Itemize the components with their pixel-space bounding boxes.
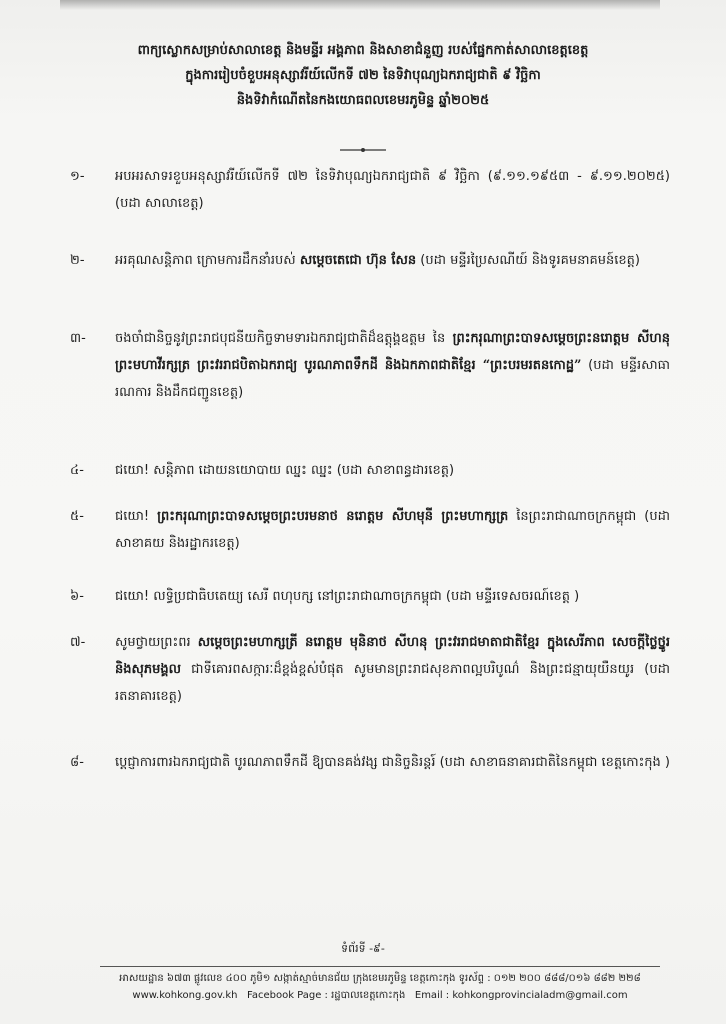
slogan-text — [115, 247, 640, 274]
slogan-text-part: អរគុណសន្តិភាព ក្រោមការដឹកនាំរបស់ — [115, 253, 296, 268]
slogan-item-4 — [70, 457, 454, 484]
slogan-text: ជយោ! លទ្ធិប្រជាធិបតេយ្យ សេរី ពហុបក្ស នៅព្រះរាជាណាចក្រកម្ពុជា (បដា មន្ទីរទេសចរណ៍ខេត្ត ) — [115, 589, 580, 604]
footer-facebook: Facebook Page : រដ្ឋបាលខេត្តកោះកុង — [247, 990, 406, 1001]
slogan-number: ៣- — [70, 331, 86, 346]
slogan-text: អបអរសាទរខួបអនុស្សាវរីយ៍លើកទី ៧២ នៃទិវាបុណ្យឯករាជ្យជាតិ ៩ វិច្ឆិកា (៩.១១.១៩៥៣ - ៩.១១.២០២៥) (បដា សាលាខេត្ត) — [115, 169, 670, 211]
footer-contacts — [90, 987, 670, 1004]
slogan-number: ៥- — [70, 509, 84, 524]
slogan-text — [115, 629, 670, 710]
slogan-item-1 — [70, 163, 670, 217]
scan-top-edge — [60, 0, 660, 10]
footer-website-link[interactable]: www.kohkong.gov.kh — [132, 990, 238, 1001]
slogan-text-part: សូមថ្វាយព្រះពរ — [115, 635, 191, 650]
header-line-3: និងទិវាកំណើតនៃកងយោធពលខេមរភូមិន្ទ ឆ្នាំ២០២៥ — [236, 93, 490, 108]
slogan-text-part: (បដា មន្ទីរប្រៃសណីយ៍ និងទូរគមនាគមន៍ខេត្ត) — [420, 253, 640, 268]
slogan-text: ជយោ! សន្តិភាព ដោយនយោបាយ ឈ្នះ ឈ្នះ (បដា សាខាពន្ធដារខេត្ត) — [115, 463, 455, 478]
footer-email: Email : kohkongprovincialadm@gmail.com — [414, 990, 628, 1001]
slogan-bold-name: សម្តេចព្រះមហាក្សត្រី នរោត្តម មុនិនាថ សីហនុ ព្រះវររាជមាតាជាតិខ្មែរ ក្នុងសេរីភាព សេចក្តីថ្លៃថ្នូរ និងសុភមង្គល — [115, 635, 670, 677]
slogan-number: ១- — [70, 169, 85, 184]
slogan-number: ៦- — [70, 589, 84, 604]
slogan-item-2 — [70, 247, 640, 274]
slogan-text: ប្តេជ្ញាការពារឯករាជ្យជាតិ បូរណភាពទឹកដី ឱ្យបានគង់វង្ស ជានិច្ចនិរន្តរ៍ (បដា សាខាធនាគារជាតិនៃកម្ពុជា ខេត្តកោះកុង ) — [115, 755, 671, 770]
slogan-item-5 — [70, 503, 670, 557]
slogan-bold-name: ព្រះករុណាព្រះបាទសម្តេចព្រះនរោត្តម សីហនុ ព្រះមហាវីរក្សត្រ ព្រះវររាជបិតាឯករាជ្យ បូរណភាពទឹកដី និងឯកភាពជាតិខ្មែរ “ព្រះបរមរតនកោដ្ឋ” — [115, 331, 670, 373]
slogan-item-7 — [70, 629, 670, 710]
header-line-2: ក្នុងការរៀបចំខួបអនុស្សាវរីយ៍លើកទី ៧២ នៃទិវាបុណ្យឯករាជ្យជាតិ ៩ វិច្ឆិកា — [185, 68, 541, 83]
slogan-number: ៧- — [70, 635, 86, 650]
slogan-number: ៨- — [70, 755, 84, 770]
header-divider-ornament — [340, 147, 386, 153]
footer-divider — [100, 966, 660, 967]
slogan-text-part: ចងចាំជានិច្ចនូវព្រះរាជបុជនីយកិច្ចទាមទារឯករាជ្យជាតិដ៏ឧត្តុង្គឧត្តម នៃ — [115, 331, 446, 346]
slogan-item-8 — [70, 749, 670, 776]
slogan-bold-name: សម្តេចតេជោ ហ៊ុន សែន — [299, 253, 417, 268]
slogan-text-part: នៃព្រះរាជាណាចក្រកម្ពុជា (បដា សាខាគយ និងរដ្ឋាករខេត្ត) — [115, 509, 670, 551]
slogan-item-6 — [70, 583, 579, 610]
slogan-item-3 — [70, 325, 670, 406]
slogan-bold-name: ព្រះករុណាព្រះបាទសម្តេចព្រះបរមនាថ នរោត្តម សីហមុនី ព្រះមហាក្សត្រ — [157, 509, 509, 524]
slogan-text — [115, 503, 670, 557]
footer-address: អាសយដ្ឋាន ៦៧៣ ផ្លូវលេខ ៤០០ ភូមិ១ សង្កាត់ស្មាច់មានជ័យ ក្រុងខេមរភូមិន្ទ ខេត្តកោះកុង ទូរស័ព្ទ : ០១២ ២០០ ៨៨៨/០១៦ ៨៨២ ២២៨ — [119, 973, 641, 984]
document-footer — [90, 970, 670, 1004]
slogan-number: ២- — [70, 253, 85, 268]
page-number: ទំព័រទី -៩- — [341, 942, 385, 955]
slogan-text-part: ជាទីគោរពសក្ការៈដ៏ខ្ពង់ខ្ពស់បំផុត សូមមានព្រះរាជសុខភាពល្អបរិបូណ៌ និងព្រះជន្មាយុយឺនយូរ (បដា រតនាគារខេត្ត) — [115, 662, 670, 704]
slogan-number: ៤- — [70, 463, 84, 478]
slogan-text — [115, 325, 670, 406]
document-header — [80, 38, 646, 113]
header-line-1: ពាក្យស្លោកសម្រាប់សាលាខេត្ត និងមន្ទីរ អង្គភាព និងសាខាជំនួញ របស់ផ្នែកកាត់សាលាខេត្តខេត្ត — [137, 43, 589, 58]
slogan-text-part: ជយោ! — [115, 509, 150, 524]
slogan-text-part: (បដា មន្ទីរសាធារណការ និងដឹកជញ្ជូនខេត្ត) — [115, 358, 670, 400]
